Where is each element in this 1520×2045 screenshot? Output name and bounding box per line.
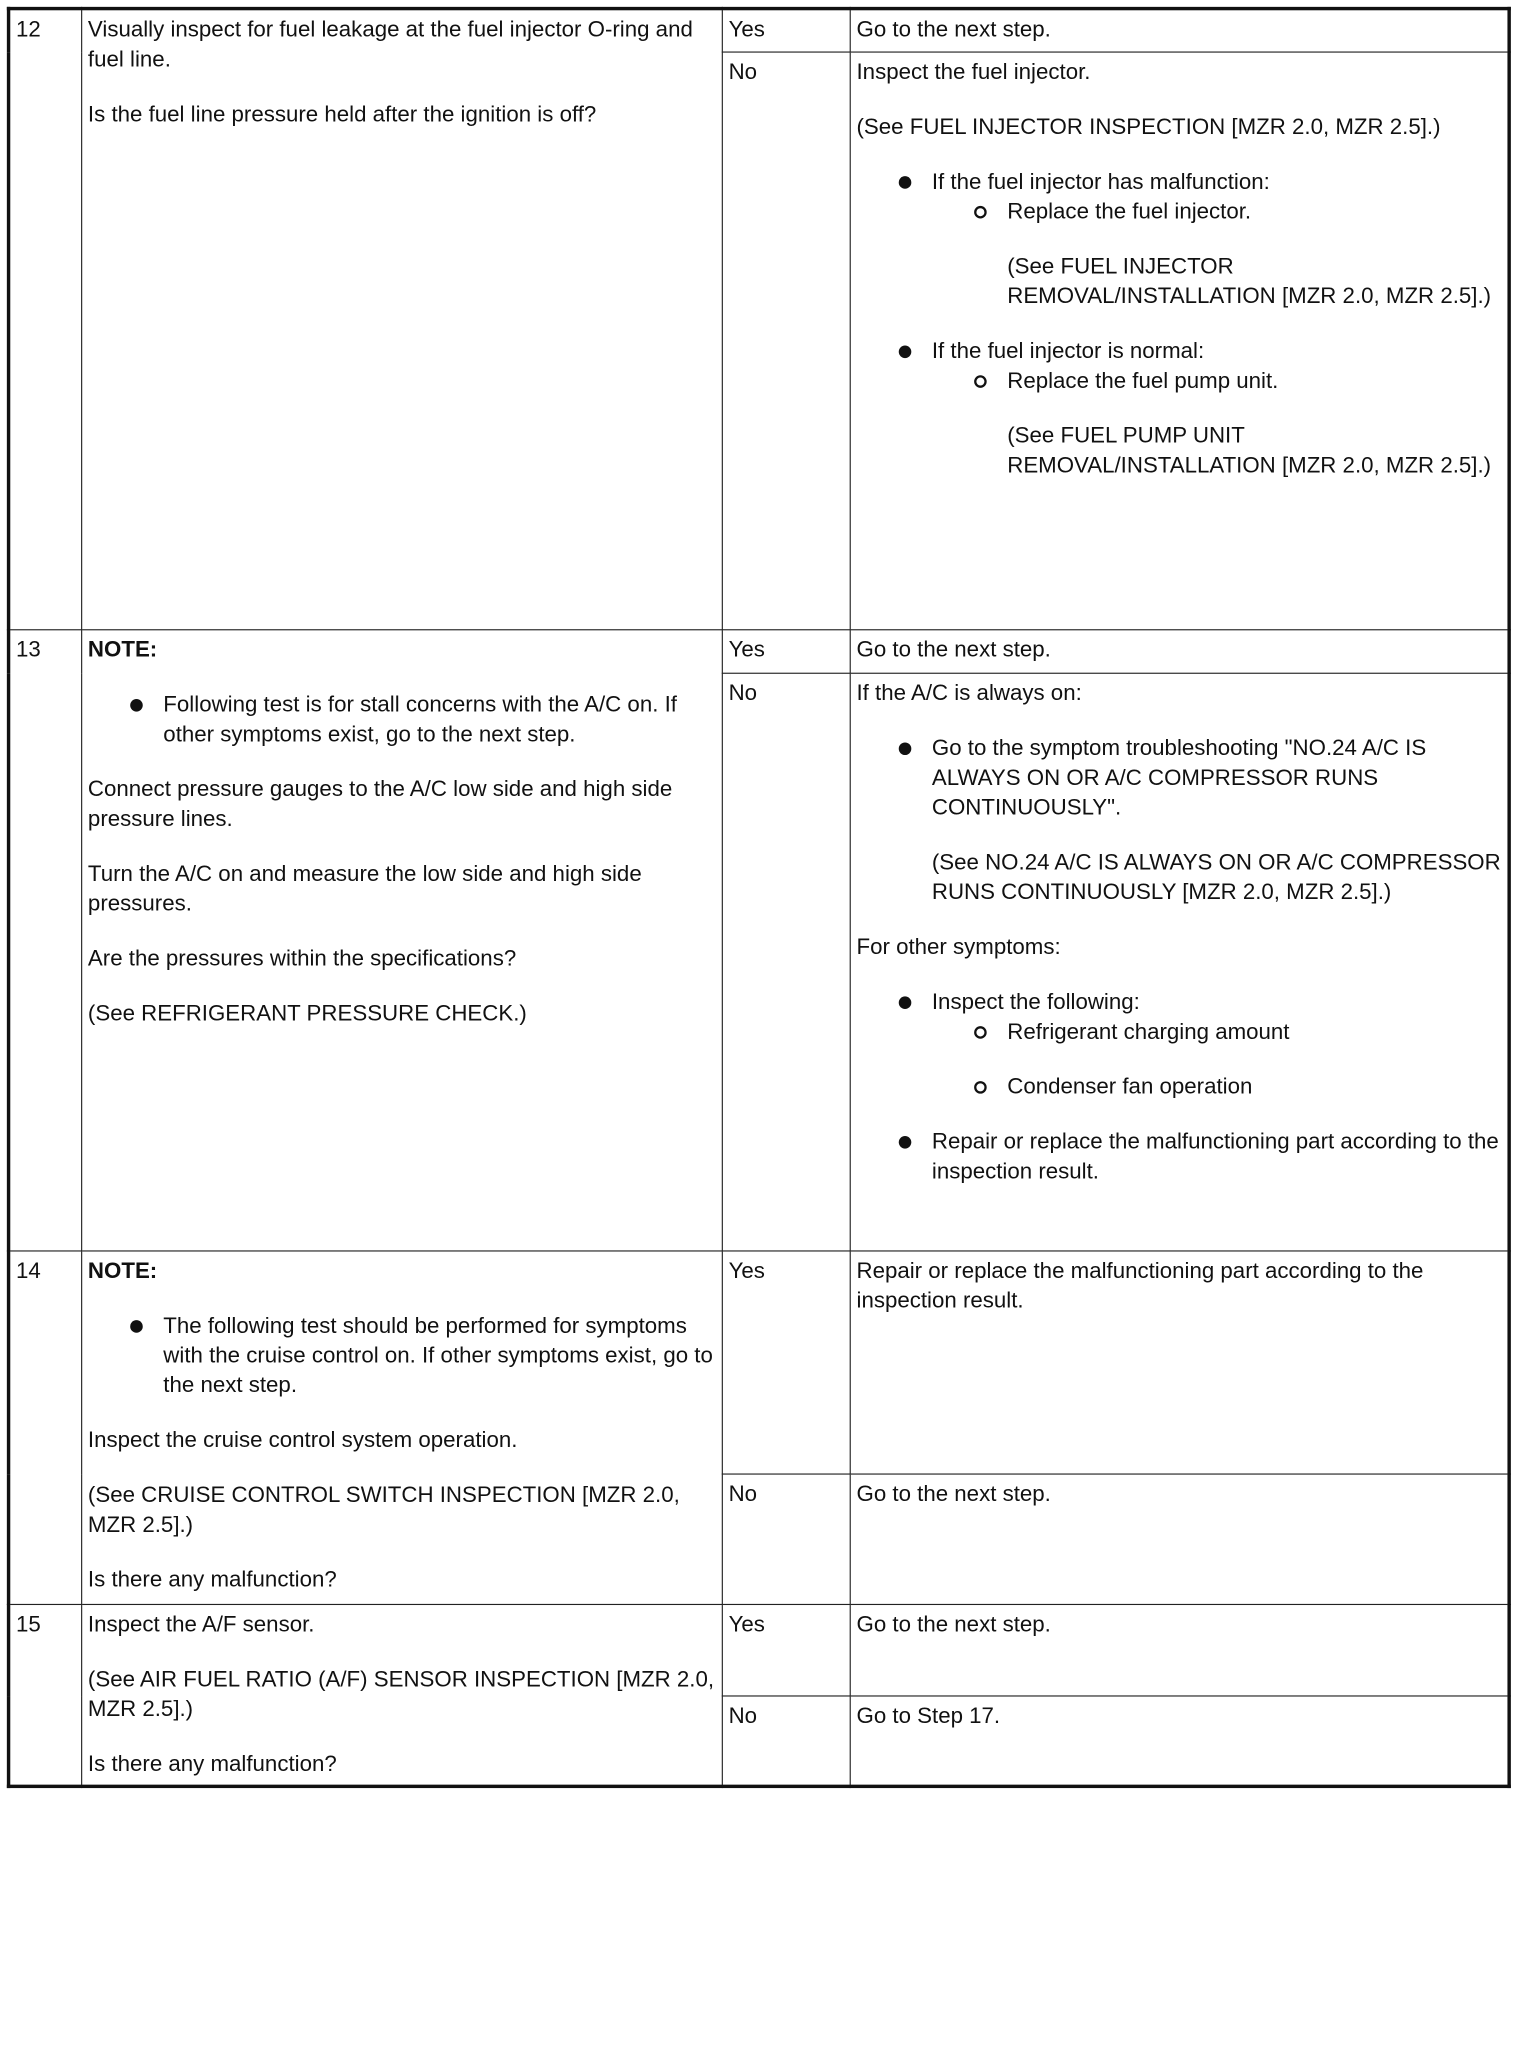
reference-text: (See REFRIGERANT PRESSURE CHECK.) bbox=[87, 1001, 527, 1027]
reference-text: (See FUEL PUMP UNIT REMOVAL/INSTALLATION [MZR 2.0, MZR 2.5].) bbox=[1007, 423, 1492, 479]
sub-bullet-list bbox=[857, 366, 1502, 480]
note-bullet-list bbox=[88, 690, 716, 749]
step-action bbox=[82, 9, 723, 630]
result-no-action bbox=[850, 673, 1509, 1251]
bullet-dot-icon bbox=[899, 176, 912, 189]
list-item bbox=[857, 987, 1502, 1101]
condition-text: If the A/C is always on: bbox=[856, 680, 1082, 706]
bullet-dot-icon bbox=[130, 699, 143, 712]
action-text: Connect pressure gauges to the A/C low side and high side pressure lines. bbox=[87, 776, 673, 832]
bullet-list bbox=[857, 167, 1502, 480]
note-text: Following test is for stall concerns with the A/C on. If other symptoms exist, go to the next step. bbox=[163, 692, 677, 748]
action-text: Visually inspect for fuel leakage at the fuel injector O-ring and fuel line. bbox=[87, 17, 693, 73]
bullet-list bbox=[857, 987, 1502, 1186]
bullet-circle-icon bbox=[974, 1081, 987, 1094]
list-item bbox=[88, 1311, 716, 1400]
step-action bbox=[82, 1604, 723, 1786]
action-question: Is there any malfunction? bbox=[87, 1751, 337, 1777]
bullet-dot-icon bbox=[899, 996, 912, 1009]
result-yes-action: Go to the next step. bbox=[850, 630, 1509, 673]
no-action-text: Inspect the fuel injector. bbox=[856, 59, 1091, 85]
step-row-13 bbox=[9, 630, 1510, 673]
reference-text: (See AIR FUEL RATIO (A/F) SENSOR INSPECTION [MZR 2.0, MZR 2.5].) bbox=[87, 1666, 715, 1722]
action-text: Turn the A/C on and measure the low side and high side pressures. bbox=[87, 861, 642, 917]
sub-list-item bbox=[857, 1072, 1502, 1102]
note-heading: NOTE: bbox=[87, 637, 158, 663]
bullet-circle-icon bbox=[974, 375, 987, 388]
sub-list-item-text: Replace the fuel injector. bbox=[1007, 199, 1252, 225]
bullet-dot-icon bbox=[130, 1320, 143, 1333]
sub-list-item bbox=[857, 197, 1502, 311]
result-yes-action: Go to the next step. bbox=[850, 1604, 1509, 1696]
sub-bullet-list bbox=[857, 197, 1502, 311]
result-no-label: No bbox=[722, 673, 850, 1251]
list-item bbox=[88, 690, 716, 749]
sub-list-item-text: Condenser fan operation bbox=[1007, 1074, 1253, 1100]
bullet-dot-icon bbox=[899, 1136, 912, 1149]
note-heading: NOTE: bbox=[87, 1258, 158, 1284]
action-question: Is there any malfunction? bbox=[87, 1567, 337, 1593]
action-question: Are the pressures within the specifications? bbox=[87, 946, 517, 972]
reference-text: (See CRUISE CONTROL SWITCH INSPECTION [MZR 2.0, MZR 2.5].) bbox=[87, 1482, 680, 1538]
list-item-text: Inspect the following: bbox=[931, 989, 1140, 1015]
sub-bullet-list bbox=[857, 1017, 1502, 1102]
result-yes-label: Yes bbox=[722, 630, 850, 673]
condition-text: For other symptoms: bbox=[856, 934, 1061, 960]
result-no-label: No bbox=[722, 1696, 850, 1786]
bullet-list bbox=[857, 733, 1502, 907]
result-yes-label: Yes bbox=[722, 1251, 850, 1474]
list-item bbox=[857, 1127, 1502, 1186]
result-yes-action: Go to the next step. bbox=[850, 9, 1509, 52]
result-no-label: No bbox=[722, 1474, 850, 1604]
sub-list-item-text: Replace the fuel pump unit. bbox=[1007, 368, 1279, 394]
list-item-text: If the fuel injector has malfunction: bbox=[931, 169, 1270, 195]
sub-list-item-text: Refrigerant charging amount bbox=[1007, 1019, 1290, 1045]
list-item-text: If the fuel injector is normal: bbox=[931, 338, 1205, 364]
result-no-label: No bbox=[722, 52, 850, 630]
result-yes-action: Repair or replace the malfunctioning part according to the inspection result. bbox=[850, 1251, 1509, 1474]
sub-list-item bbox=[857, 1017, 1502, 1047]
result-yes-label: Yes bbox=[722, 1604, 850, 1696]
result-yes-label: Yes bbox=[722, 9, 850, 52]
bullet-dot-icon bbox=[899, 742, 912, 755]
step-number: 15 bbox=[9, 1604, 82, 1786]
step-number: 12 bbox=[9, 9, 82, 630]
bullet-circle-icon bbox=[974, 206, 987, 219]
reference-text: (See FUEL INJECTOR REMOVAL/INSTALLATION [MZR 2.0, MZR 2.5].) bbox=[1007, 253, 1492, 309]
sub-list-item bbox=[857, 366, 1502, 480]
step-row-14 bbox=[9, 1251, 1510, 1474]
step-row-15 bbox=[9, 1604, 1510, 1696]
result-no-action: Go to the next step. bbox=[850, 1474, 1509, 1604]
bullet-dot-icon bbox=[899, 345, 912, 358]
note-bullet-list bbox=[88, 1311, 716, 1400]
note-text: The following test should be performed for symptoms with the cruise control on. If other symptoms exist, go to the next step. bbox=[163, 1313, 713, 1398]
diagnostic-procedure-table bbox=[7, 7, 1511, 1788]
list-item bbox=[857, 167, 1502, 311]
step-row-12 bbox=[9, 9, 1510, 52]
list-item-text: Repair or replace the malfunctioning part according to the inspection result. bbox=[931, 1129, 1499, 1185]
step-action bbox=[82, 1251, 723, 1604]
action-text: Inspect the A/F sensor. bbox=[87, 1611, 315, 1638]
list-item bbox=[857, 733, 1502, 907]
action-text: Inspect the cruise control system operation. bbox=[87, 1427, 518, 1453]
bullet-circle-icon bbox=[974, 1026, 987, 1039]
result-no-action bbox=[850, 52, 1509, 630]
step-number: 14 bbox=[9, 1251, 82, 1604]
list-item-text: Go to the symptom troubleshooting "NO.24 A/C IS ALWAYS ON OR A/C COMPRESSOR RUNS CONTINUOUSLY". bbox=[931, 735, 1427, 821]
list-item bbox=[857, 336, 1502, 480]
reference-text: (See NO.24 A/C IS ALWAYS ON OR A/C COMPRESSOR RUNS CONTINUOUSLY [MZR 2.0, MZR 2.5].) bbox=[931, 849, 1501, 905]
step-action bbox=[82, 630, 723, 1251]
reference-text: (See FUEL INJECTOR INSPECTION [MZR 2.0, MZR 2.5].) bbox=[856, 114, 1441, 140]
step-number: 13 bbox=[9, 630, 82, 1251]
action-question: Is the fuel line pressure held after the ignition is off? bbox=[87, 101, 597, 127]
result-no-action: Go to Step 17. bbox=[850, 1696, 1509, 1786]
